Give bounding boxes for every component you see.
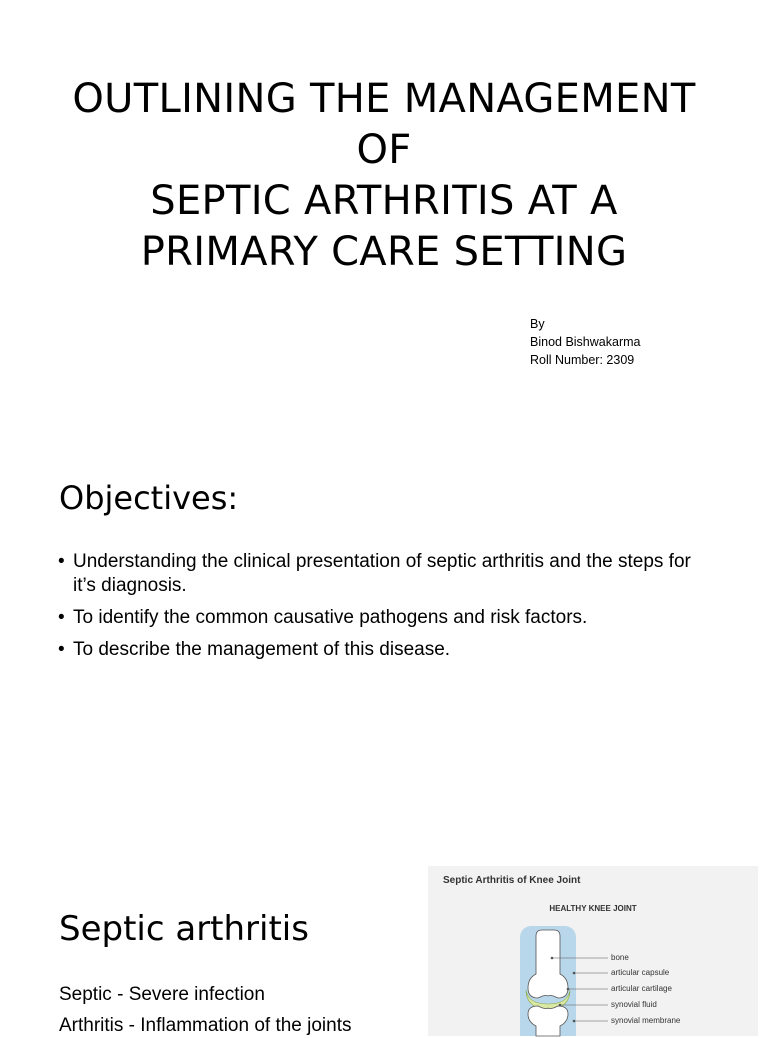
title-line-1: OUTLINING THE MANAGEMENT: [72, 76, 696, 122]
knee-joint-figure: [428, 866, 758, 1036]
objective-text: Understanding the clinical presentation of septic arthritis and the steps for it’s diagnosis.: [73, 551, 691, 596]
label-bone: bone: [611, 953, 629, 962]
byline-by: By: [530, 317, 545, 331]
list-item: [58, 638, 698, 662]
objectives-slide: [0, 420, 768, 850]
author-byline: [530, 315, 640, 369]
label-articular-cartilage: articular cartilage: [611, 984, 672, 993]
figure-title: Septic Arthritis of Knee Joint: [443, 875, 581, 886]
bullet-icon: •: [58, 607, 65, 628]
leader-dot: [573, 1020, 576, 1023]
leader-dot: [551, 957, 554, 960]
author-name: Binod Bishwakarma: [530, 335, 641, 349]
list-item: [58, 606, 698, 630]
definition-arthritis: Arthritis - Inflammation of the joints: [59, 1015, 352, 1036]
leader-dot: [567, 988, 570, 991]
objective-text: To identify the common causative pathogens and risk factors.: [73, 607, 588, 628]
figure-subtitle: HEALTHY KNEE JOINT: [549, 904, 637, 913]
title-line-3: SEPTIC ARTHRITIS AT A: [150, 178, 618, 224]
objective-text: To describe the management of this disease.: [73, 639, 451, 660]
list-item: [58, 550, 698, 598]
septic-arthritis-heading: Septic arthritis: [59, 909, 309, 949]
knee-joint-diagram: [428, 866, 758, 1036]
label-articular-capsule: articular capsule: [611, 968, 670, 977]
presentation-title: [0, 74, 768, 278]
leader-dot: [573, 972, 576, 975]
roll-number: Roll Number: 2309: [530, 353, 635, 367]
label-synovial-membrane: synovial membrane: [611, 1016, 681, 1025]
septic-arthritis-slide: [0, 850, 768, 1036]
title-line-2: OF: [356, 127, 412, 173]
leader-dot: [559, 1004, 562, 1007]
label-synovial-fluid: synovial fluid: [611, 1000, 657, 1009]
title-line-4: PRIMARY CARE SETTING: [140, 229, 628, 275]
objectives-heading: Objectives:: [59, 479, 239, 517]
title-slide: [0, 0, 768, 420]
objectives-list: [58, 550, 698, 670]
bullet-icon: •: [58, 639, 65, 660]
definition-septic: Septic - Severe infection: [59, 984, 265, 1005]
bullet-icon: •: [58, 551, 65, 572]
